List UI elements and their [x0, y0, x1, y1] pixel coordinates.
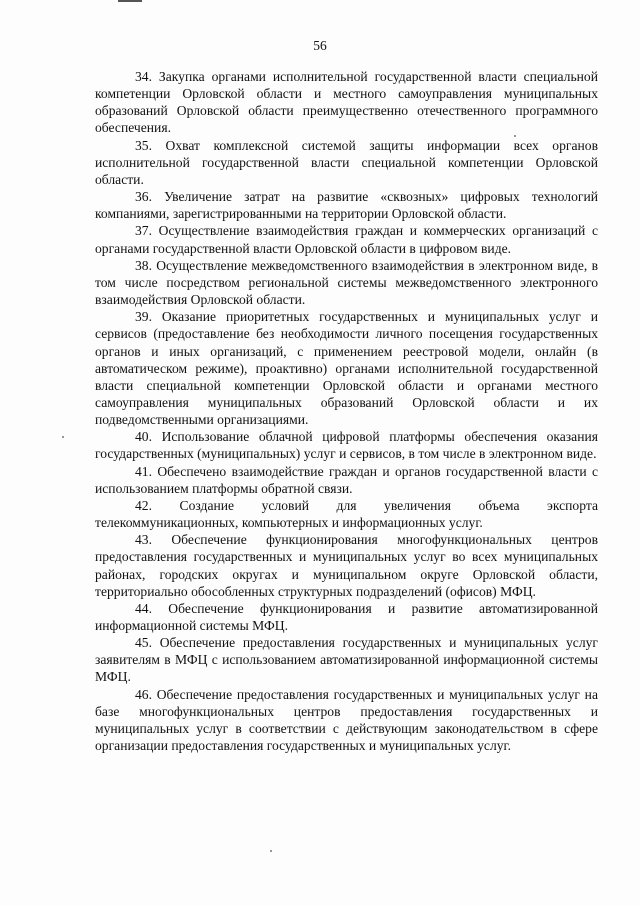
list-item-45: 45. Обеспечение предоставления государственных и муниципальных услуг заявителям в МФЦ с использованием автоматизированной информационной системы МФЦ. [95, 635, 598, 685]
list-item-35: 35. Охват комплексной системой защиты информации всех органов исполнительной государственной власти специальной компетенции Орловской области. [95, 137, 598, 187]
list-item-36: 36. Увеличение затрат на развитие «сквозных» цифровых технологий компаниями, зарегистрированными на территории Орловской области. [95, 189, 598, 222]
list-item-44: 44. Обеспечение функционирования и развитие автоматизированной информационной системы МФЦ. [95, 600, 598, 633]
scan-speck [270, 850, 272, 852]
scan-speck [62, 436, 64, 438]
list-item-40: 40. Использование облачной цифровой платформы обеспечения оказания государственных (муниципальных) услуг и сервисов, в том числе в электронном виде. [95, 429, 598, 462]
list-item-41: 41. Обеспечено взаимодействие граждан и органов государственной власти с использованием платформы обратной связи. [95, 463, 598, 496]
scan-mark [118, 0, 142, 2]
list-item-43: 43. Обеспечение функционирования многофункциональных центров предоставления государственных и муниципальных услуг во всех муниципальных районах, городских округах и муниципальном округе Орловской области, территориально обособленных структурных подразделений (офисов) МФЦ. [95, 532, 598, 599]
list-item-46: 46. Обеспечение предоставления государственных и муниципальных услуг на базе многофункциональных центров предоставления государственных и муниципальных услуг в соответствии с действующим законодательством в сфере организации предоставления государственных и муниципальных услуг. [95, 686, 598, 754]
scan-speck [514, 135, 516, 137]
list-item-39: 39. Оказание приоритетных государственных и муниципальных услуг и сервисов (предоставление без необходимости личного посещения государственных органов и иных организаций, с применением реестровой модели, онлайн (в автоматическом режиме), проактивно) органами исполнительной государственной власти специальной компетенции Орловской области и органами местного самоуправления муниципальных образований Орловской области и их подведомственными организациями. [95, 309, 598, 428]
list-item-34: 34. Закупка органами исполнительной государственной власти специальной компетенции Орловской области и местного самоуправления муниципальных образований Орловской области преимущественно отечественного программного обеспечения. [95, 69, 598, 136]
list-item-37: 37. Осуществление взаимодействия граждан и коммерческих организаций с органами государственной власти Орловской области в цифровом виде. [95, 223, 598, 256]
list-item-42: 42. Создание условий для увеличения объема экспорта телекоммуникационных, компьютерных и информационных услуг. [95, 497, 598, 531]
document-body [95, 68, 598, 754]
list-item-38: 38. Осуществление межведомственного взаимодействия в электронном виде, в том числе посредством региональной системы межведомственного электронного взаимодействия Орловской области. [95, 257, 598, 308]
page-number: 56 [313, 38, 327, 53]
